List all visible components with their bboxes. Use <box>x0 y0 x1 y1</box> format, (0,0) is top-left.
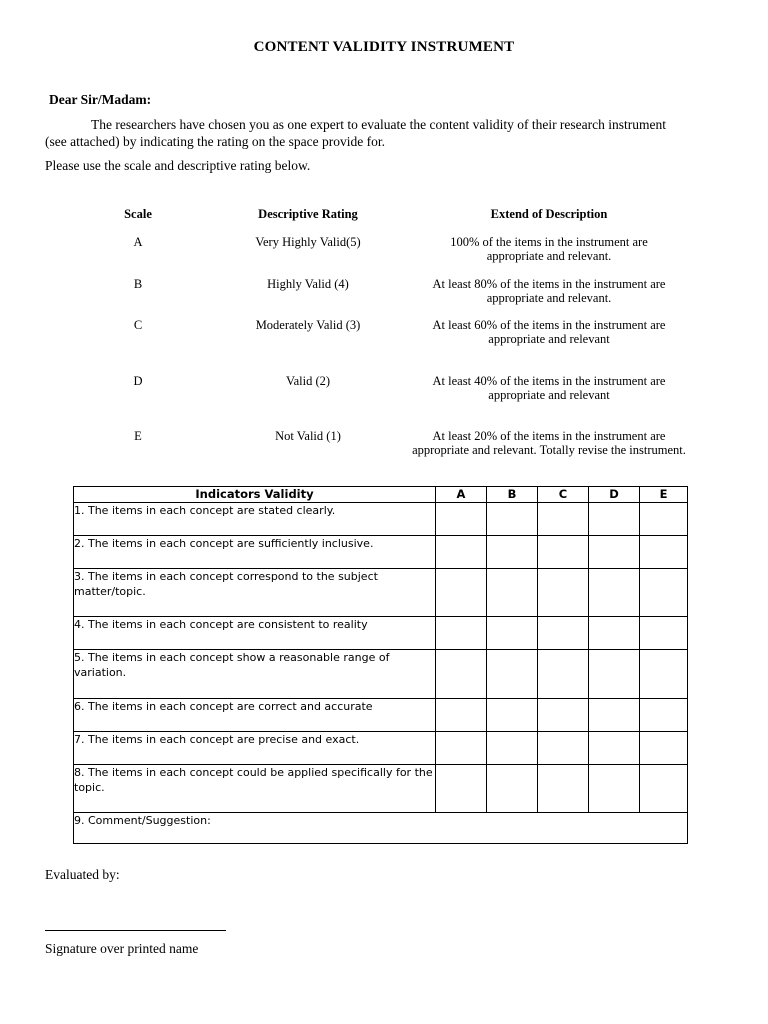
rating-cell-d[interactable] <box>589 732 640 765</box>
rating-header: Descriptive Rating <box>258 207 358 221</box>
rating-cell-a[interactable] <box>436 765 487 813</box>
scale-description: 100% of the items in the instrument are appropriate and relevant. <box>450 235 648 263</box>
rating-cell-a[interactable] <box>436 503 487 536</box>
rating-cell-e[interactable] <box>640 617 688 650</box>
rating-cell-c[interactable] <box>538 569 589 617</box>
scale-description: At least 20% of the items in the instrument are appropriate and relevant. Totally revise the instrument. <box>412 429 686 457</box>
indicator-label: 2. The items in each concept are sufficiently inclusive. <box>74 536 436 569</box>
scale-letter: D <box>133 374 143 388</box>
rating-cell-c[interactable] <box>538 732 589 765</box>
rating-cell-e[interactable] <box>640 699 688 732</box>
rating-cell-b[interactable] <box>487 536 538 569</box>
indicator-label: 5. The items in each concept show a reasonable range of variation. <box>74 650 436 699</box>
indicators-header: Indicators Validity <box>74 487 436 503</box>
scale-rating: Very Highly Valid(5) <box>255 235 361 249</box>
rating-cell-e[interactable] <box>640 536 688 569</box>
intro-paragraph: The researchers have chosen you as one expert to evaluate the content validity of their research instrument (see attached) by indicating the rating on the space provide for. <box>45 117 667 149</box>
rating-cell-b[interactable] <box>487 765 538 813</box>
scale-letter: C <box>133 318 143 332</box>
rating-cell-c[interactable] <box>538 699 589 732</box>
rating-cell-d[interactable] <box>589 536 640 569</box>
rating-cell-b[interactable] <box>487 732 538 765</box>
evaluated-by-label: Evaluated by: <box>45 867 120 882</box>
indicator-label: 3. The items in each concept correspond to the subject matter/topic. <box>74 569 436 617</box>
indicator-label: 1. The items in each concept are stated clearly. <box>74 503 436 536</box>
scale-rating: Not Valid (1) <box>275 429 341 443</box>
column-header-b: B <box>487 487 538 503</box>
page-title: CONTENT VALIDITY INSTRUMENT <box>253 39 515 55</box>
signature-line[interactable] <box>45 930 226 931</box>
scale-letter: A <box>133 235 143 249</box>
rating-cell-b[interactable] <box>487 617 538 650</box>
scale-description: At least 80% of the items in the instrument are appropriate and relevant. <box>432 277 666 305</box>
table-row <box>74 617 688 650</box>
scale-rating: Moderately Valid (3) <box>255 318 361 332</box>
signature-label: Signature over printed name <box>45 941 199 956</box>
scale-letter: B <box>133 277 143 291</box>
rating-cell-d[interactable] <box>589 569 640 617</box>
indicator-label: 4. The items in each concept are consistent to reality <box>74 617 436 650</box>
table-row <box>74 650 688 699</box>
rating-cell-a[interactable] <box>436 536 487 569</box>
column-header-c: C <box>538 487 589 503</box>
rating-cell-e[interactable] <box>640 650 688 699</box>
column-header-d: D <box>589 487 640 503</box>
rating-cell-a[interactable] <box>436 569 487 617</box>
rating-cell-b[interactable] <box>487 569 538 617</box>
indicators-header-row <box>74 487 688 503</box>
table-row <box>74 569 688 617</box>
rating-cell-d[interactable] <box>589 503 640 536</box>
description-header: Extend of Description <box>490 207 608 221</box>
rating-cell-b[interactable] <box>487 503 538 536</box>
indicators-table <box>73 486 688 844</box>
scale-description: At least 60% of the items in the instrument are appropriate and relevant <box>432 318 666 346</box>
rating-cell-c[interactable] <box>538 650 589 699</box>
table-row <box>74 732 688 765</box>
table-row <box>74 536 688 569</box>
indicator-label: 8. The items in each concept could be applied specifically for the topic. <box>74 765 436 813</box>
scale-rating: Valid (2) <box>285 374 331 388</box>
table-row <box>74 503 688 536</box>
salutation: Dear Sir/Madam: <box>49 92 152 107</box>
rating-cell-d[interactable] <box>589 617 640 650</box>
rating-cell-d[interactable] <box>589 650 640 699</box>
scale-letter: E <box>134 429 142 443</box>
scale-description: At least 40% of the items in the instrument are appropriate and relevant <box>432 374 666 402</box>
rating-cell-a[interactable] <box>436 650 487 699</box>
indicator-label: 7. The items in each concept are precise and exact. <box>74 732 436 765</box>
table-row <box>74 699 688 732</box>
column-header-a: A <box>436 487 487 503</box>
comment-row <box>74 813 688 844</box>
rating-cell-e[interactable] <box>640 569 688 617</box>
rating-cell-b[interactable] <box>487 699 538 732</box>
column-header-e: E <box>640 487 688 503</box>
scale-header: Scale <box>124 207 152 221</box>
rating-cell-e[interactable] <box>640 503 688 536</box>
rating-cell-a[interactable] <box>436 732 487 765</box>
rating-cell-a[interactable] <box>436 617 487 650</box>
instruction-text: Please use the scale and descriptive rating below. <box>45 158 311 173</box>
rating-cell-e[interactable] <box>640 765 688 813</box>
rating-cell-e[interactable] <box>640 732 688 765</box>
indicator-label: 6. The items in each concept are correct and accurate <box>74 699 436 732</box>
rating-cell-c[interactable] <box>538 617 589 650</box>
rating-cell-c[interactable] <box>538 503 589 536</box>
rating-cell-d[interactable] <box>589 699 640 732</box>
rating-cell-d[interactable] <box>589 765 640 813</box>
comment-field[interactable]: 9. Comment/Suggestion: <box>74 813 688 844</box>
table-row <box>74 765 688 813</box>
rating-cell-c[interactable] <box>538 536 589 569</box>
rating-cell-a[interactable] <box>436 699 487 732</box>
rating-cell-c[interactable] <box>538 765 589 813</box>
scale-rating: Highly Valid (4) <box>267 277 349 291</box>
rating-cell-b[interactable] <box>487 650 538 699</box>
